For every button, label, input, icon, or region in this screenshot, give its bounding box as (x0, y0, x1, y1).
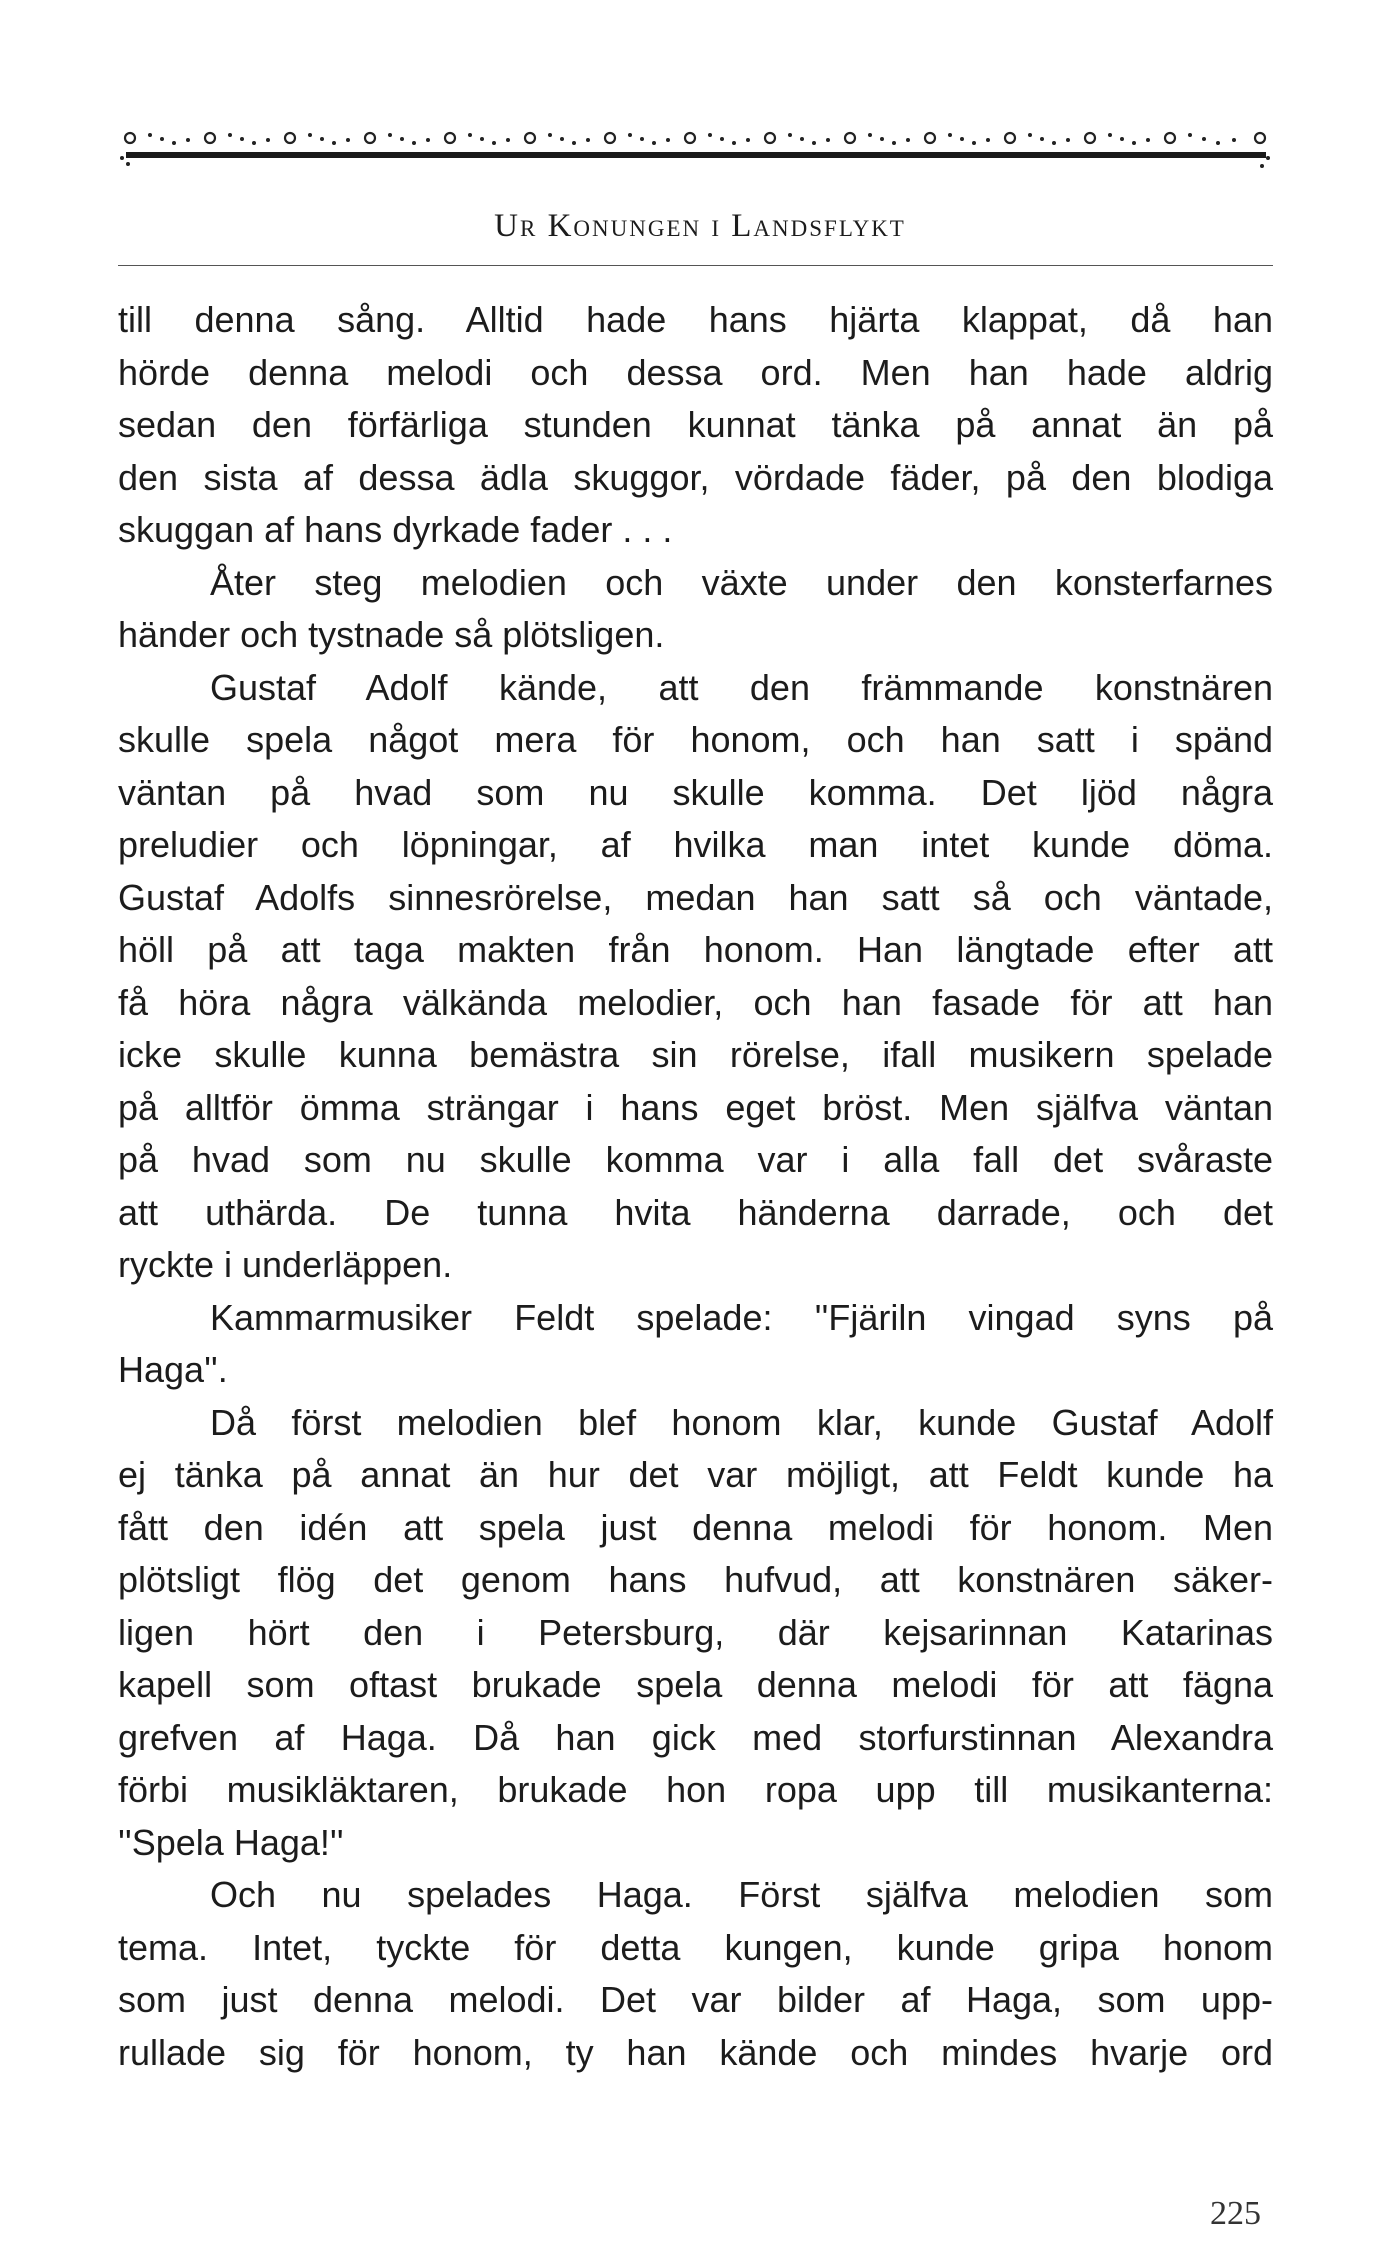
body-text (118, 294, 1273, 2079)
text-line: grefven af Haga. Då han gick med storfurstinnan Alexandra (118, 1716, 1273, 1758)
text-line: Gustaf Adolf kände, att den främmande konstnären (210, 666, 1273, 708)
text-line: Gustaf Adolfs sinnesrörelse, medan han satt så och väntade, (118, 876, 1273, 918)
text-line: preludier och löpningar, af hvilka man intet kunde döma. (118, 824, 1273, 865)
text-line: ligen hört den i Petersburg, där kejsarinnan Katarinas (118, 1611, 1273, 1653)
text-line: att uthärda. De tunna hvita händerna darrade, och det (118, 1191, 1273, 1233)
text-line: skuggan af hans dyrkade fader . . . (118, 509, 673, 550)
text-line: Och nu spelades Haga. Först själfva melodien som (210, 1874, 1273, 1915)
text-line: hörde denna melodi och dessa ord. Men han hade aldrig (118, 351, 1273, 393)
text-line: till denna sång. Alltid hade hans hjärta klappat, då han (118, 299, 1273, 340)
text-line: Åter steg melodien och växte under den konsterfarnes (210, 561, 1273, 603)
text-line: höll på att taga makten från honom. Han längtade efter att (118, 929, 1273, 970)
running-head: Ur Konungen i Landsflykt (494, 208, 906, 244)
text-line: på hvad som nu skulle komma var i alla fall det svåraste (118, 1139, 1273, 1180)
text-line: på alltför ömma strängar i hans eget bröst. Men själfva väntan (118, 1086, 1273, 1128)
text-line: sedan den förfärliga stunden kunnat tänka på annat än på (118, 404, 1273, 445)
text-line: som just denna melodi. Det var bilder af Haga, som upp- (118, 1979, 1273, 2020)
text-line: förbi musikläktaren, brukade hon ropa upp till musikanterna: (118, 1769, 1273, 1810)
ornamental-header-border (118, 118, 1278, 172)
text-line: Haga''. (118, 1349, 228, 1390)
text-line: skulle spela något mera för honom, och han satt i spänd (118, 719, 1273, 760)
text-line: Då först melodien blef honom klar, kunde Gustaf Adolf (210, 1401, 1273, 1443)
page-number: 225 (1210, 2195, 1261, 2232)
text-line: väntan på hvad som nu skulle komma. Det ljöd några (118, 771, 1273, 813)
text-line: fått den idén att spela just denna melodi för honom. Men (118, 1506, 1273, 1548)
text-line: Kammarmusiker Feldt spelade: ''Fjäriln vingad syns på (210, 1296, 1273, 1338)
header-divider (118, 265, 1273, 266)
text-line: händer och tystnade så plötsligen. (118, 614, 665, 655)
text-line: plötsligt flög det genom hans hufvud, att konstnären säker- (118, 1559, 1273, 1600)
text-line: rullade sig för honom, ty han kände och mindes hvarje ord (118, 2031, 1273, 2073)
text-line: ''Spela Haga!'' (118, 1821, 344, 1863)
text-line: kapell som oftast brukade spela denna melodi för att fägna (118, 1664, 1273, 1705)
text-line: den sista af dessa ädla skuggor, vördade fäder, på den blodiga (118, 456, 1273, 498)
text-line: tema. Intet, tyckte för detta kungen, kunde gripa honom (118, 1926, 1273, 1968)
text-line: ej tänka på annat än hur det var möjligt, att Feldt kunde ha (118, 1454, 1273, 1495)
text-line: ryckte i underläppen. (118, 1244, 453, 1285)
text-line: få höra några välkända melodier, och han fasade för att han (118, 981, 1273, 1023)
text-line: icke skulle kunna bemästra sin rörelse, ifall musikern spelade (118, 1034, 1273, 1075)
